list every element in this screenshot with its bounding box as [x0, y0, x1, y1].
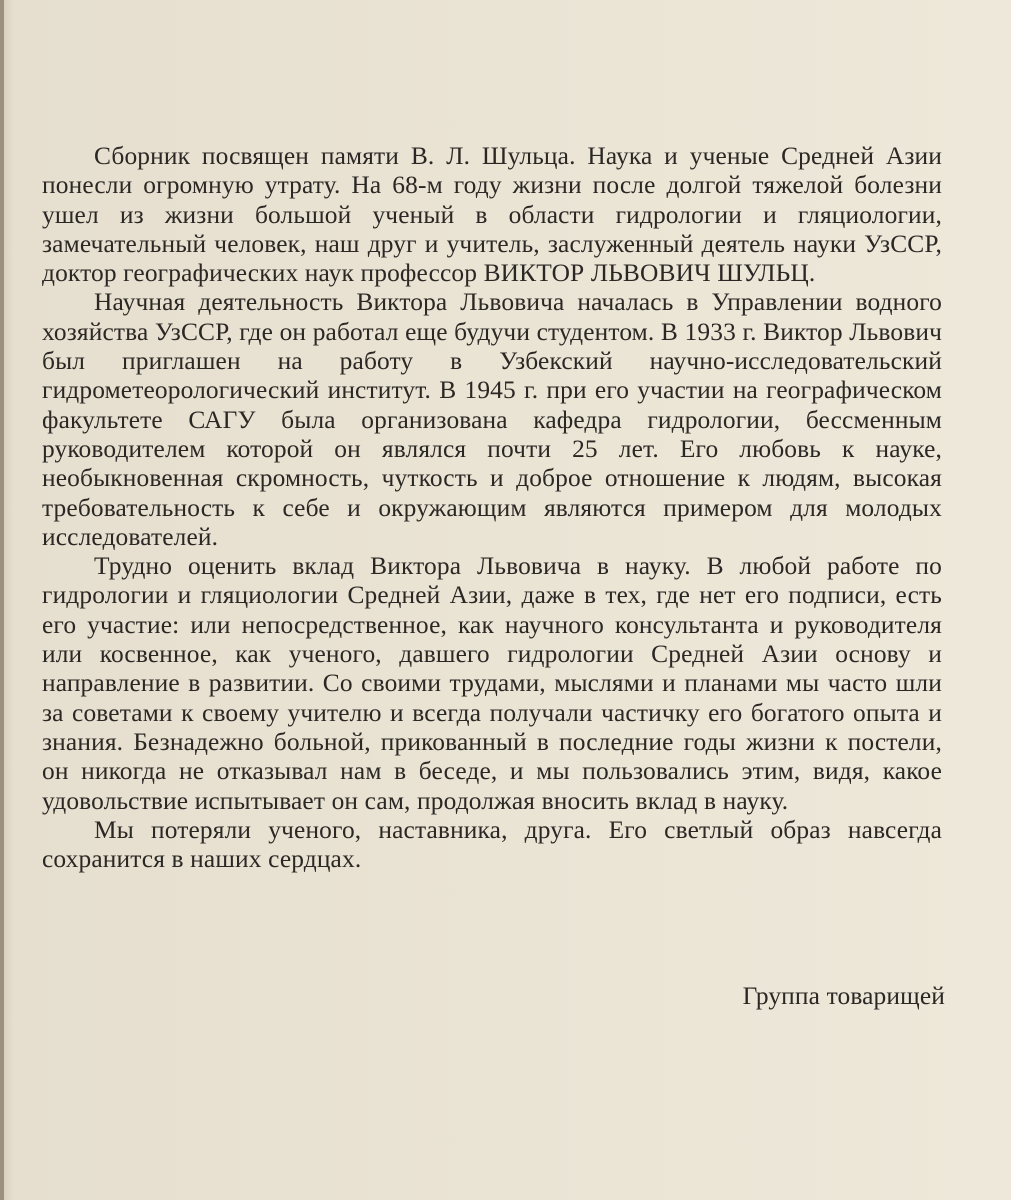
paragraph-dedication: Сборник посвящен памяти В. Л. Шульца. Наука и ученые Средней Азии понесли огромную утрату. На 68-м году жизни после долгой тяжелой болезни ушел из жизни большой ученый в области гидрологии и гляциологии, замечательный человек, наш друг и учитель, заслуженный деятель науки УзССР, доктор географических наук профессор ВИКТОР ЛЬВОВИЧ ШУЛЬЦ. [42, 142, 942, 288]
paragraph-contribution: Трудно оценить вклад Виктора Львовича в науку. В любой работе по гидрологии и гляциологии Средней Азии, даже в тех, где нет его подписи, есть его участие: или непосредственное, как научного консультанта и руководителя или косвенное, как ученого, давшего гидрологии Средней Азии основу и направление в развитии. Со своими трудами, мыслями и планами мы часто шли за советами к своему учителю и всегда получали частичку его богатого опыта и знания. Безнадежно больной, прикованный в последние годы жизни к постели, он никогда не отказывал нам в беседе, и мы пользовались этим, видя, какое удовольствие испытывает он сам, продолжая вносить вклад в науку. [42, 552, 942, 815]
paragraph-career: Научная деятельность Виктора Львовича началась в Управлении водного хозяйства УзССР, где он работал еще будучи студентом. В 1933 г. Виктор Львович был приглашен на работу в Узбекский научно-исследовательский гидрометеорологический институт. В 1945 г. при его участии на географическом факультете САГУ была организована кафедра гидрологии, бессменным руководителем которой он являлся почти 25 лет. Его любовь к науке, необыкновенная скромность, чуткость и доброе отношение к людям, высокая требовательность к себе и окружающим являются примером для молодых исследователей. [42, 288, 942, 551]
signature: Группа товарищей [742, 982, 945, 1010]
paragraph-farewell: Мы потеряли ученого, наставника, друга. Его светлый образ навсегда сохранится в наших сердцах. [42, 815, 942, 874]
memorial-text [42, 142, 942, 874]
book-spine-edge [0, 0, 4, 1200]
